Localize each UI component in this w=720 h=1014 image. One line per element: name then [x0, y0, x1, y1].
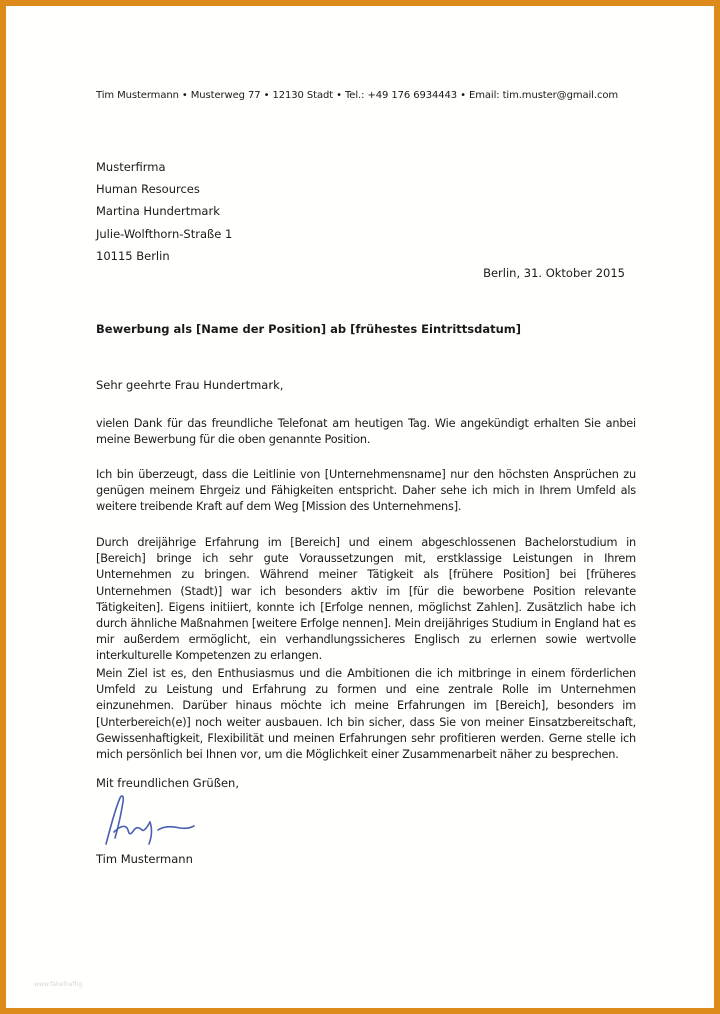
- body-paragraph: Ich bin überzeugt, dass die Leitlinie von [Unternehmensname] nur den höchsten Ansprüchen zu genügen meinem Ehrgeiz und Fähigkeiten entspricht. Daher sehe ich mich in Ihrem Umfeld als weitere treibende Kraft auf dem Weg [Mission des Unternehmens].: [96, 468, 636, 514]
- body-paragraph: Durch dreijährige Erfahrung im [Bereich] und einem abgeschlossenen Bachelorstudium in [Bereich] bringe ich sehr gute Voraussetzungen mit, erstklassige Leistungen in Ihrem Unternehmen zu bringen. Während meiner Tätigkeit als [frühere Position] bei [früheres Unternehmen (Stadt)] war ich besonders aktiv im [für die beworbene Position relevante Tätigkeiten]. Eigens initiiert, konnte ich [Erfolge nennen, möglichst Zahlen]. Zusätzlich habe ich durch ähnliche Maßnahmen [weitere Erfolge nennen]. Mein dreijähriges Studium in England hat es mir außerdem ermöglicht, ein verhandlungssicheres Englisch zu erlernen sowie wertvolle interkulturelle Kompetenzen zu erlangen.: [96, 536, 636, 663]
- letter-date: Berlin, 31. Oktober 2015: [483, 266, 625, 280]
- watermark: www.fabelhaftig: [34, 981, 83, 988]
- body-paragraph: Mein Ziel ist es, den Enthusiasmus und die Ambitionen die ich mitbringe in einem förderlichen Umfeld zu Leistung und Erfahrung zu formen und eine zentrale Rolle im Unternehmen einzunehmen. Darüber hinaus möchte ich meine Erfahrungen im [Bereich], besonders im [Unterbereich(e)] noch weiter ausbauen. Ich bin sicher, dass Sie von meiner Einsatzbereitschaft, Gewissenhaftigkeit, Flexibilität und meinen Erfahrungen sehr profitieren werden. Gerne stelle ich mich persönlich bei Ihnen vor, um die Möglichkeit einer Zusammenarbeit näher zu besprechen.: [96, 667, 636, 762]
- recipient-address: [96, 156, 232, 267]
- recipient-street: Julie-Wolfthorn-Straße 1: [96, 226, 233, 241]
- letter-subject: Bewerbung als [Name der Position] ab [frühestes Eintrittsdatum]: [96, 322, 522, 336]
- handwritten-signature: [94, 786, 204, 856]
- sender-line: Tim Mustermann • Musterweg 77 • 12130 Stadt • Tel.: +49 176 6934443 • Email: tim.muster@gmail.com: [96, 90, 618, 101]
- salutation: Sehr geehrte Frau Hundertmark,: [96, 378, 284, 392]
- recipient-company: Musterfirma: [96, 160, 166, 174]
- recipient-city: 10115 Berlin: [96, 248, 170, 263]
- body-paragraph: vielen Dank für das freundliche Telefonat am heutigen Tag. Wie angekündigt erhalten Sie anbei meine Bewerbung für die oben genannte Position.: [96, 417, 636, 447]
- closing: Mit freundlichen Grüßen,: [96, 776, 239, 790]
- letter-page: [12, 12, 708, 1002]
- signature-name: Tim Mustermann: [96, 852, 193, 866]
- recipient-person: Martina Hundertmark: [96, 204, 220, 219]
- recipient-department: Human Resources: [96, 182, 200, 197]
